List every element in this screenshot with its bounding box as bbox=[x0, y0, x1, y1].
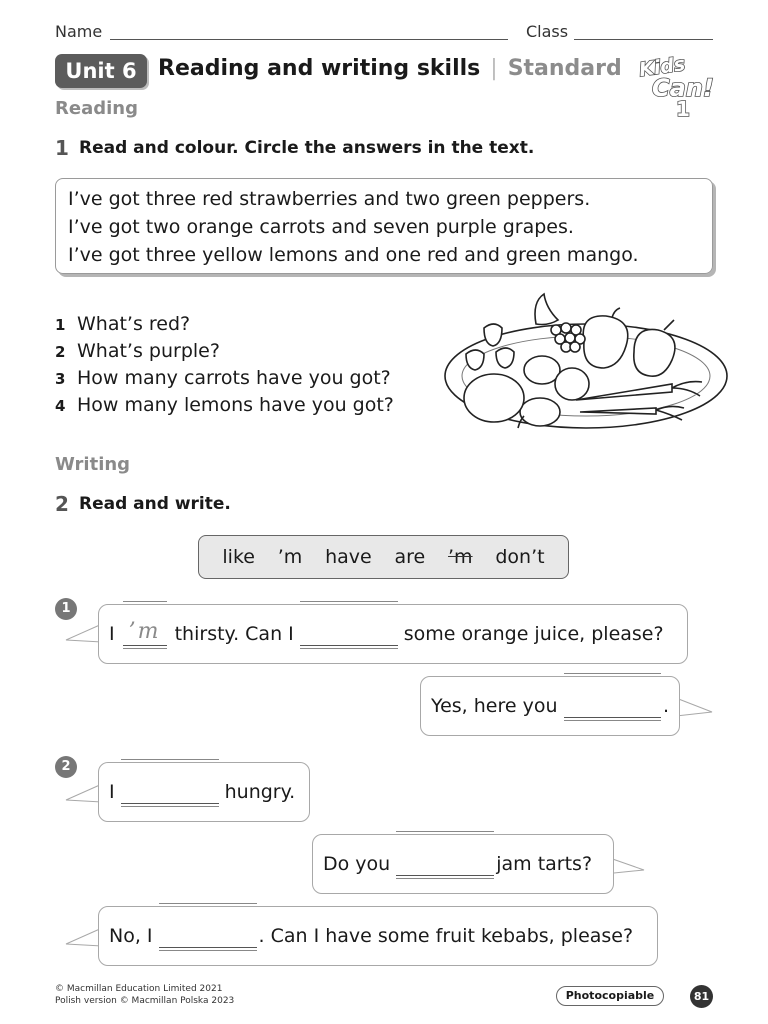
bubble-tail-right bbox=[674, 696, 714, 720]
bubble-text: No, I bbox=[109, 925, 153, 947]
reading-heading: Reading bbox=[55, 98, 138, 119]
answer-blank[interactable] bbox=[564, 695, 661, 718]
example-answer: ’m bbox=[128, 618, 161, 644]
fruit-plate-icon[interactable] bbox=[444, 292, 732, 438]
word-bank-item: ’m bbox=[277, 546, 303, 568]
bubble-text: I bbox=[109, 623, 115, 645]
speech-bubble bbox=[420, 676, 680, 736]
unit-badge: Unit 6 bbox=[55, 54, 147, 88]
word-bank-item: have bbox=[325, 546, 372, 568]
bubble-text: some orange juice, please? bbox=[403, 623, 664, 645]
bubble-text: Yes, here you bbox=[431, 695, 558, 717]
speech-bubble bbox=[312, 834, 614, 894]
copyright bbox=[55, 983, 234, 1007]
name-label: Name bbox=[55, 22, 103, 41]
writing-heading: Writing bbox=[55, 454, 131, 475]
class-line[interactable] bbox=[574, 39, 713, 40]
exercise-2-instruction: Read and write. bbox=[79, 494, 231, 514]
photocopiable-badge: Photocopiable bbox=[556, 986, 664, 1006]
word-bank bbox=[198, 535, 569, 579]
speech-bubble bbox=[98, 604, 688, 664]
class-label: Class bbox=[526, 22, 569, 41]
title-separator: | bbox=[490, 56, 498, 81]
answer-blank[interactable] bbox=[396, 853, 494, 876]
word-bank-item-used: ’m bbox=[448, 546, 473, 568]
copyright-line: Polish version © Macmillan Polska 2023 bbox=[55, 996, 235, 1006]
dialogue-2-number: 2 bbox=[55, 756, 77, 778]
speech-bubble bbox=[98, 906, 658, 966]
kids-can-logo-icon bbox=[636, 52, 716, 118]
reading-text-box bbox=[55, 178, 713, 274]
question-2: 2 What’s purple? bbox=[55, 340, 220, 362]
svg-text:Can!: Can! bbox=[652, 74, 714, 102]
title-main: Reading and writing skills bbox=[158, 56, 481, 81]
question-4: 4 How many lemons have you got? bbox=[55, 394, 394, 416]
bubble-text: hungry. bbox=[224, 781, 296, 803]
exercise-1-number: 1 bbox=[55, 136, 69, 160]
text-line[interactable]: I’ve got three yellow lemons and one red and green mango. bbox=[68, 244, 639, 266]
svg-text:1: 1 bbox=[676, 97, 690, 118]
question-1: 1 What’s red? bbox=[55, 313, 191, 335]
bubble-text: Do you bbox=[323, 853, 391, 875]
text-line[interactable]: I’ve got two orange carrots and seven purple grapes. bbox=[68, 216, 574, 238]
exercise-1-instruction: Read and colour. Circle the answers in the text. bbox=[79, 138, 535, 158]
copyright-line: © Macmillan Education Limited 2021 bbox=[55, 984, 223, 994]
answer-blank-example[interactable] bbox=[123, 618, 167, 646]
bubble-text: . bbox=[662, 695, 669, 717]
answer-blank[interactable] bbox=[300, 623, 398, 646]
word-bank-item: are bbox=[394, 546, 426, 568]
question-3: 3 How many carrots have you got? bbox=[55, 367, 391, 389]
name-line[interactable] bbox=[110, 39, 508, 40]
answer-blank[interactable] bbox=[159, 925, 257, 948]
dialogue-1-number: 1 bbox=[55, 598, 77, 620]
exercise-2-number: 2 bbox=[55, 492, 69, 516]
bubble-text: . Can I have some fruit kebabs, please? bbox=[258, 925, 634, 947]
text-line[interactable]: I’ve got three red strawberries and two green peppers. bbox=[68, 188, 591, 210]
title-level: Standard bbox=[507, 56, 622, 81]
word-bank-item: like bbox=[222, 546, 255, 568]
speech-bubble bbox=[98, 762, 310, 822]
answer-blank[interactable] bbox=[121, 781, 219, 804]
page-number: 81 bbox=[690, 985, 713, 1008]
word-bank-item: don’t bbox=[495, 546, 545, 568]
svg-text:Kids: Kids bbox=[637, 53, 687, 82]
bubble-text: thirsty. Can I bbox=[174, 623, 294, 645]
bubble-text: jam tarts? bbox=[496, 853, 593, 875]
bubble-text: I bbox=[109, 781, 115, 803]
page-title bbox=[158, 56, 622, 81]
